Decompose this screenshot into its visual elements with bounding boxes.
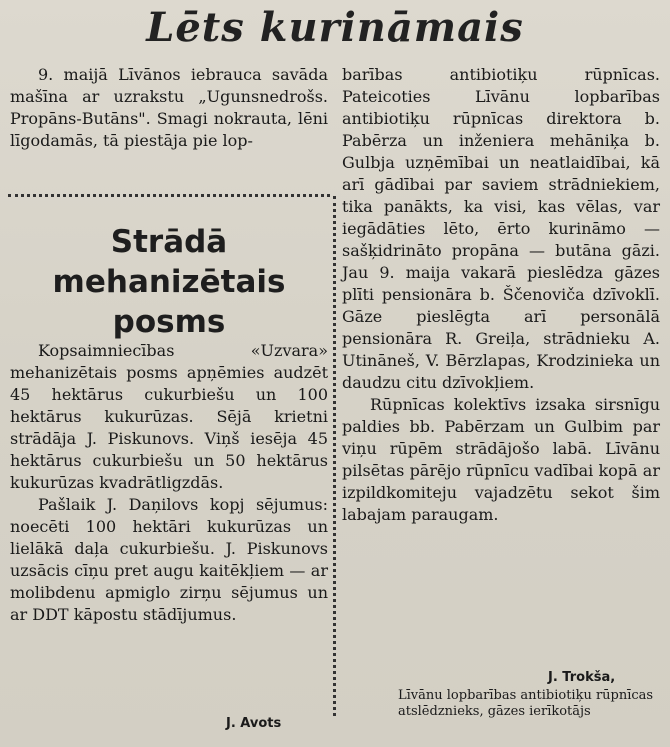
article1-author-role: Līvānu lopbarības antibiotiķu rūpnīcas atslēdznieks, gāzes ierīkotājs (398, 688, 654, 719)
article1-author-name: J. Trokša, (548, 670, 616, 685)
article1-paragraph: Rūpnīcas kolektīvs izsaka sirsnīgu paldies bb. Pabērzam un Gulbim par viņu rūpēm strādājošo labā. Līvānu pilsētas pārējo rūpnīcu vadībai kopā ar izpildkomiteju vajadzētu sekot šim labajam paraugam. (342, 395, 660, 524)
article2-paragraph: Pašlaik J. Daņilovs kopj sējumus: noecēti 100 hektāri kukurūzas un lielākā daļa cukurbiešu. J. Piskunovs uzsācis cīņu pret augu kaitēkļiem — ar molibdenu apmiglo zirņu sējumus un ar DDT kāpostu stādījumus. (10, 495, 328, 624)
article2-author: J. Avots (226, 716, 282, 731)
page-headline: Lēts kurināmais (146, 4, 524, 51)
article1-right-column (342, 64, 660, 526)
article1-paragraph: 9. maijā Līvānos iebrauca savāda mašīna ar uzrakstu „Ugunsnedrošs. Propāns-Butāns". Smagi nokrauta, lēni līgodamās, tā piestāja pie lop- (10, 65, 328, 150)
article1-paragraph: barības antibiotiķu rūpnīcas. Pateicoties Līvānu lopbarības antibiotiķu rūpnīcas direktora b. Pabērza un inženiera mehāniķa b. Gulbja uzņēmībai un neatlaidībai, kā arī gādībai par saviem strādniekiem, tika panākts, ka visi, kas vēlas, var iegādāties lēto, ērto kurināmo — sašķidrināto propāna — butāna gāzi. Jau 9. maija vakarā pieslēdza gāzes plīti pensionāra b. Ščenoviča dzīvoklī. Gāze pieslēgta arī personālā pensionāra R. Greiļa, strādnieku A. Utināneš, V. Bērzlapas, Krodzinieka un daudzu citu dzīvokļiem. (342, 65, 660, 392)
horizontal-dotted-divider (8, 194, 330, 197)
vertical-dotted-divider (333, 196, 336, 716)
article2-body (10, 340, 328, 626)
article2-headline: Strādā mehanizētais posms (52, 224, 286, 340)
article1-left-column (10, 64, 328, 152)
article2-paragraph: Kopsaimniecības «Uzvara» mehanizētais posms apņēmies audzēt 45 hektārus cukurbiešu un 100 hektārus kukurūzas. Sējā krietni strādāja J. Piskunovs. Viņš iesēja 45 hektārus cukurbiešu un 50 hektārus kukurūzas kvadrātligzdās. (10, 341, 328, 492)
